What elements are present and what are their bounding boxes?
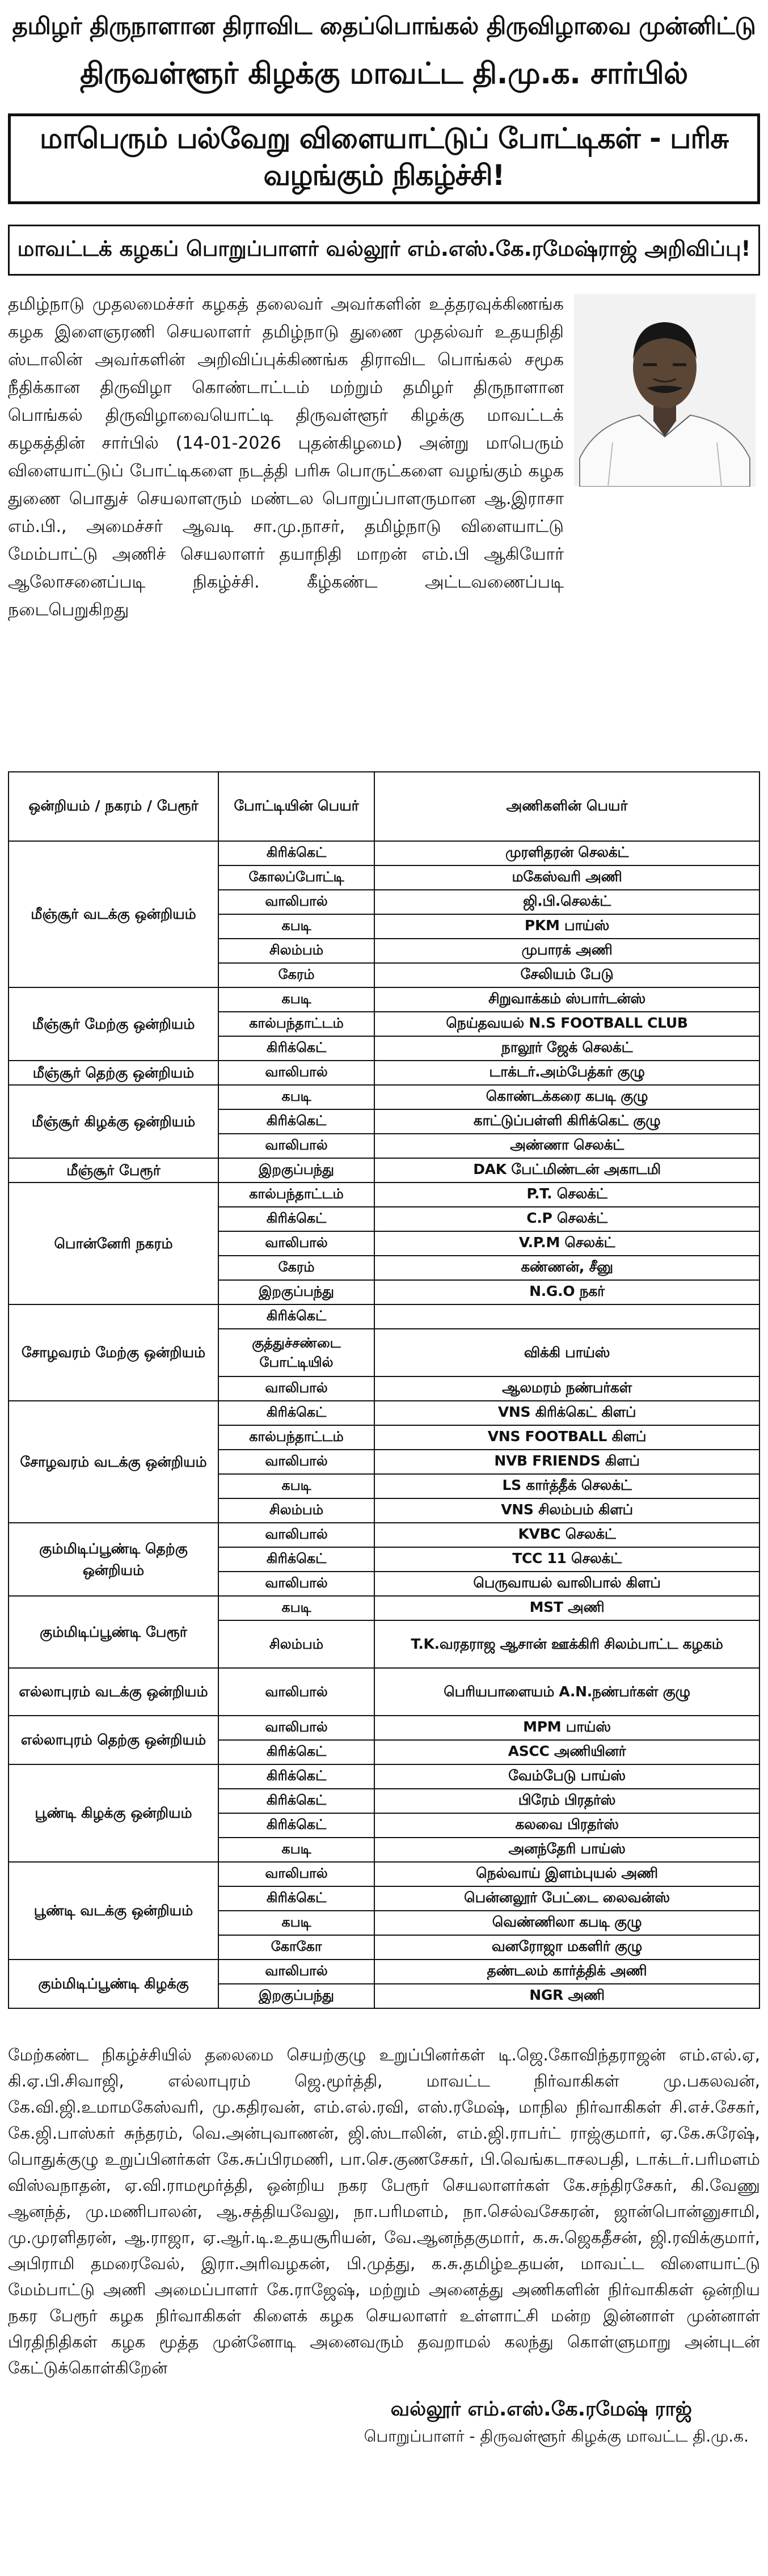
game-cell: கிரிக்கெட் — [218, 841, 374, 865]
union-cell: சோழவரம் மேற்கு ஒன்றியம் — [9, 1304, 218, 1401]
team-cell: நெய்தவயல் N.S FOOTBALL CLUB — [374, 1012, 759, 1036]
team-cell: நாலூர் ஜேக் செலக்ட் — [374, 1036, 759, 1061]
team-cell: நெல்வாய் இளம்புயல் அணி — [374, 1862, 759, 1886]
team-cell: MPM பாய்ஸ் — [374, 1716, 759, 1740]
union-cell: பொன்னேரி நகரம் — [9, 1183, 218, 1304]
union-cell: சோழவரம் வடக்கு ஒன்றியம் — [9, 1401, 218, 1523]
team-cell: கொண்டக்கரை கபடி குழு — [374, 1085, 759, 1109]
game-cell: கபடி — [218, 987, 374, 1012]
team-cell: V.P.M செலக்ட் — [374, 1231, 759, 1256]
game-cell: கிரிக்கெட் — [218, 1547, 374, 1572]
team-cell: DAK பேட்மிண்டன் அகாடமி — [374, 1158, 759, 1183]
game-cell: கிரிக்கெட் — [218, 1740, 374, 1764]
union-cell: மீஞ்சூர் பேரூர் — [9, 1158, 218, 1183]
schedule-table — [8, 771, 760, 2009]
leader-portrait — [574, 294, 756, 487]
game-cell: வாலிபால் — [218, 1862, 374, 1886]
team-cell: பெரியபாளையம் A.N.நண்பர்கள் குழு — [374, 1668, 759, 1716]
union-cell: மீஞ்சூர் கிழக்கு ஒன்றியம் — [9, 1085, 218, 1158]
header-line-1: தமிழர் திருநாளான திராவிட தைப்பொங்கல் திருவிழாவை முன்னிட்டு — [12, 12, 756, 40]
footer-paragraph: மேற்கண்ட நிகழ்ச்சியில் தலைமை செயற்குழு உறுப்பினர்கள் டி.ஜெ.கோவிந்தராஜன் எம்.எல்.ஏ, கி.ஏ.பி.சிவாஜி, எல்லாபுரம் ஜெ.மூர்த்தி, மாவட்ட நிர்வாகிகள் மு.பகலவன், கே.வி.ஜி.உமாமகேஸ்வரி, மு.கதிரவன், எம்.எல்.ரவி, எஸ்.ரமேஷ், மாநில நிர்வாகிகள் சி.எச்.சேகர், கே.ஜி.பாஸ்கர் சுந்தரம், வெ.அன்புவாணன், ஜி.ஸ்டாலின், எம்.ஜி.ராபர்ட் ராஜ்குமார், ஏ.கே.சுரேஷ், பொதுக்குழு உறுப்பினர்கள் கே.சுப்பிரமணி, பா.செ.குணசேகர், பி.வெங்கடாசலபதி, டாக்டர்.பரிமளம் விஸ்வநாதன், ஏ.வி.ராமமூர்த்தி, ஒன்றிய நகர பேரூர் செயலாளர்கள் கே.சந்திரசேகர், கி.வேணு ஆனந்த், மு.மணிபாலன், ஆ.சத்தியவேலு, நா.பரிமளம், நா.செல்வசேகரன், ஜான்பொன்னுசாமி, மு.முரளிதரன், ஆ.ராஜா, ஏ.ஆர்.டி.உதயசூரியன், வே.ஆனந்தகுமார், க.சு.ஜெகதீசன், ஜி.ரவிக்குமார், அபிராமி தமரைவேல், இரா.அரிவழகன், பி.முத்து, க.சு.தமிழ்உதயன், மாவட்ட விளையாட்டு மேம்பாட்டு அணி அமைப்பாளர் கே.ராஜேஷ், மற்றும் அனைத்து அணிகளின் நிர்வாகிகள் ஒன்றிய நகர பேரூர் கழக நிர்வாகிகள் கிளைக் கழக செயலாளர் உள்ளாட்சி மன்ற இன்னாள் முன்னாள் பிரதிநிதிகள் கழக மூத்த முன்னோடி அனைவரும் தவறாமல் கலந்து கொள்ளுமாறு அன்புடன் கேட்டுக்கொள்கிறேன் — [8, 2045, 760, 2377]
game-cell: இறகுப்பந்து — [218, 1280, 374, 1304]
game-cell: கால்பந்தாட்டம் — [218, 1012, 374, 1036]
announcement-line: மாவட்டக் கழகப் பொறுப்பாளர் வல்லூர் எம்.எஸ்.கே.ரமேஷ்ராஜ் அறிவிப்பு! — [8, 225, 760, 276]
game-cell: வாலிபால் — [218, 1523, 374, 1547]
game-cell: கிரிக்கெட் — [218, 1886, 374, 1911]
table-row — [9, 1668, 759, 1716]
table-header-row — [9, 772, 759, 841]
team-cell: பென்னலூர் பேட்டை லைவன்ஸ் — [374, 1886, 759, 1911]
team-cell: முபாரக் அணி — [374, 939, 759, 963]
table-row — [9, 1401, 759, 1425]
game-cell: சிலம்பம் — [218, 1620, 374, 1668]
table-row — [9, 1596, 759, 1620]
team-cell: ஜி.பி.செலக்ட் — [374, 890, 759, 914]
header-team: அணிகளின் பெயர் — [374, 772, 759, 841]
team-cell: MST அணி — [374, 1596, 759, 1620]
header-union: ஒன்றியம் / நகரம் / பேரூர் — [9, 772, 218, 841]
table-row — [9, 1764, 759, 1789]
game-cell: வாலிபால் — [218, 1231, 374, 1256]
union-cell: கும்மிடிப்பூண்டி கிழக்கு — [9, 1960, 218, 2008]
game-cell: கபடி — [218, 1474, 374, 1498]
game-cell: வாலிபால் — [218, 1960, 374, 1984]
team-cell: KVBC செலக்ட் — [374, 1523, 759, 1547]
team-cell: டாக்டர்.அம்பேத்கர் குழு — [374, 1061, 759, 1085]
union-cell: கும்மிடிப்பூண்டி பேரூர் — [9, 1596, 218, 1668]
game-cell: குத்துச்சண்டை போட்டியில் — [218, 1329, 374, 1376]
game-cell: கிரிக்கெட் — [218, 1764, 374, 1789]
signature-designation: பொறுப்பாளர் - திருவள்ளூர் கிழக்கு மாவட்ட தி.மு.க. — [364, 2427, 749, 2446]
game-cell: கால்பந்தாட்டம் — [218, 1183, 374, 1207]
event-banner: மாபெரும் பல்வேறு விளையாட்டுப் போட்டிகள் - பரிசு வழங்கும் நிகழ்ச்சி! — [8, 113, 760, 204]
table-row — [9, 987, 759, 1012]
team-cell: அனந்தேரி பாய்ஸ் — [374, 1838, 759, 1862]
team-cell: LS கார்த்தீக் செலக்ட் — [374, 1474, 759, 1498]
game-cell: கோகோ — [218, 1935, 374, 1960]
game-cell: வாலிபால் — [218, 890, 374, 914]
team-cell: NGR அணி — [374, 1984, 759, 2008]
team-cell: பிரேம் பிரதர்ஸ் — [374, 1789, 759, 1813]
team-cell: VNS கிரிக்கெட் கிளப் — [374, 1401, 759, 1425]
table-row — [9, 1960, 759, 1984]
team-cell: NVB FRIENDS கிளப் — [374, 1450, 759, 1474]
game-cell: கிரிக்கெட் — [218, 1036, 374, 1061]
team-cell: அண்ணா செலக்ட் — [374, 1134, 759, 1158]
game-cell: வாலிபால் — [218, 1376, 374, 1401]
team-cell: கலவை பிரதர்ஸ் — [374, 1813, 759, 1838]
game-cell: வாலிபால் — [218, 1134, 374, 1158]
game-cell: வாலிபால் — [218, 1668, 374, 1716]
team-cell: மகேஸ்வரி அணி — [374, 865, 759, 890]
game-cell: கிரிக்கெட் — [218, 1109, 374, 1134]
table-row — [9, 1523, 759, 1547]
game-cell: சிலம்பம் — [218, 939, 374, 963]
table-row — [9, 1304, 759, 1329]
union-cell: மீஞ்சூர் தெற்கு ஒன்றியம் — [9, 1061, 218, 1085]
team-cell: VNS FOOTBALL கிளப் — [374, 1425, 759, 1450]
union-cell: எல்லாபுரம் வடக்கு ஒன்றியம் — [9, 1668, 218, 1716]
table-row — [9, 1183, 759, 1207]
union-cell: பூண்டி கிழக்கு ஒன்றியம் — [9, 1764, 218, 1862]
notice-page — [8, 6, 760, 2570]
table-row — [9, 1158, 759, 1183]
team-cell: VNS சிலம்பம் கிளப் — [374, 1498, 759, 1523]
team-cell: காட்டுப்பள்ளி கிரிக்கெட் குழு — [374, 1109, 759, 1134]
union-cell: கும்மிடிப்பூண்டி தெற்கு ஒன்றியம் — [9, 1523, 218, 1596]
team-cell: விக்கி பாய்ஸ் — [374, 1329, 759, 1376]
team-cell — [374, 1304, 759, 1329]
game-cell: கபடி — [218, 1838, 374, 1862]
team-cell: தண்டலம் கார்த்திக் அணி — [374, 1960, 759, 1984]
game-cell: கால்பந்தாட்டம் — [218, 1425, 374, 1450]
game-cell: கிரிக்கெட் — [218, 1813, 374, 1838]
team-cell: முரளிதரன் செலக்ட் — [374, 841, 759, 865]
game-cell: இறகுப்பந்து — [218, 1984, 374, 2008]
game-cell: சிலம்பம் — [218, 1498, 374, 1523]
game-cell: வாலிபால் — [218, 1061, 374, 1085]
team-cell: ASCC அணியினர் — [374, 1740, 759, 1764]
table-row — [9, 1716, 759, 1740]
game-cell: இறகுப்பந்து — [218, 1158, 374, 1183]
header-game: போட்டியின் பெயர் — [218, 772, 374, 841]
team-cell: PKM பாய்ஸ் — [374, 914, 759, 939]
team-cell: N.G.O நகர் — [374, 1280, 759, 1304]
union-cell: எல்லாபுரம் தெற்கு ஒன்றியம் — [9, 1716, 218, 1764]
team-cell: P.T. செலக்ட் — [374, 1183, 759, 1207]
game-cell: கபடி — [218, 914, 374, 939]
game-cell: கோலப்போட்டி — [218, 865, 374, 890]
team-cell: பெருவாயல் வாலிபால் கிளப் — [374, 1572, 759, 1596]
team-cell: சிறுவாக்கம் ஸ்பார்டன்ஸ் — [374, 987, 759, 1012]
signature-name: வல்லூர் எம்.எஸ்.கே.ரமேஷ் ராஜ் — [390, 2398, 692, 2421]
team-cell: வெண்ணிலா கபடி குழு — [374, 1911, 759, 1935]
union-cell: மீஞ்சூர் மேற்கு ஒன்றியம் — [9, 987, 218, 1061]
intro-paragraph: தமிழ்நாடு முதலமைச்சர் கழகத் தலைவர் அவர்களின் உத்தரவுக்கிணங்க கழக இளைஞரணி செயலாளர் தமிழ்நாடு துணை முதல்வர் உதயநிதி ஸ்டாலின் அவர்களின் அறிவிப்புக்கிணங்க திராவிட பொங்கல் சமூக நீதிக்கான திருவிழா கொண்டாட்டம் மற்றும் தமிழர் திருநாளான பொங்கல் திருவிழாவையொட்டி திருவள்ளூர் கிழக்கு மாவட்டக் கழகத்தின் சார்பில் (14-01-2026 புதன்கிழமை) அன்று மாபெரும் விளையாட்டுப் போட்டிகளை நடத்தி பரிசு பொருட்களை வழங்கும் கழக துணை பொதுச் செயலாளரும் மண்டல பொறுப்பாளருமான ஆ.இராசா எம்.பி., அமைச்சர் ஆவடி சா.மு.நாசர், தமிழ்நாடு விளையாட்டு மேம்பாட்டு அணிச் செயலாளர் தயாநிதி மாறன் எம்.பி ஆகியோர் ஆலோசனைப்படி நிகழ்ச்சி. கீழ்கண்ட அட்டவணைப்படி நடைபெறுகிறது — [8, 294, 564, 620]
intro-section — [8, 290, 760, 767]
game-cell: கேரம் — [218, 1256, 374, 1280]
union-cell: மீஞ்சூர் வடக்கு ஒன்றியம் — [9, 841, 218, 987]
team-cell: கண்ணன், சீனு — [374, 1256, 759, 1280]
table-row — [9, 1061, 759, 1085]
team-cell: சேலியம் பேடு — [374, 963, 759, 987]
table-row — [9, 841, 759, 865]
schedule-body — [9, 841, 759, 2008]
game-cell: வாலிபால் — [218, 1572, 374, 1596]
union-cell: பூண்டி வடக்கு ஒன்றியம் — [9, 1862, 218, 1960]
game-cell: கிரிக்கெட் — [218, 1304, 374, 1329]
game-cell: வாலிபால் — [218, 1716, 374, 1740]
game-cell: கபடி — [218, 1911, 374, 1935]
team-cell: T.K.வரதராஜ ஆசான் ஊக்கிரி சிலம்பாட்ட கழகம் — [374, 1620, 759, 1668]
portrait-image — [574, 294, 756, 487]
table-row — [9, 1085, 759, 1109]
team-cell: C.P செலக்ட் — [374, 1207, 759, 1231]
team-cell: வேம்பேடு பாய்ஸ் — [374, 1764, 759, 1789]
team-cell: TCC 11 செலக்ட் — [374, 1547, 759, 1572]
game-cell: கேரம் — [218, 963, 374, 987]
game-cell: கிரிக்கெட் — [218, 1401, 374, 1425]
game-cell: கிரிக்கெட் — [218, 1207, 374, 1231]
table-row — [9, 1862, 759, 1886]
game-cell: கபடி — [218, 1085, 374, 1109]
team-cell: ஆலமரம் நண்பர்கள் — [374, 1376, 759, 1401]
header-line-2: திருவள்ளூர் கிழக்கு மாவட்ட தி.மு.க. சார்பில் — [80, 57, 688, 91]
game-cell: கபடி — [218, 1596, 374, 1620]
team-cell: வனரோஜா மகளிர் குழு — [374, 1935, 759, 1960]
game-cell: கிரிக்கெட் — [218, 1789, 374, 1813]
game-cell: வாலிபால் — [218, 1450, 374, 1474]
